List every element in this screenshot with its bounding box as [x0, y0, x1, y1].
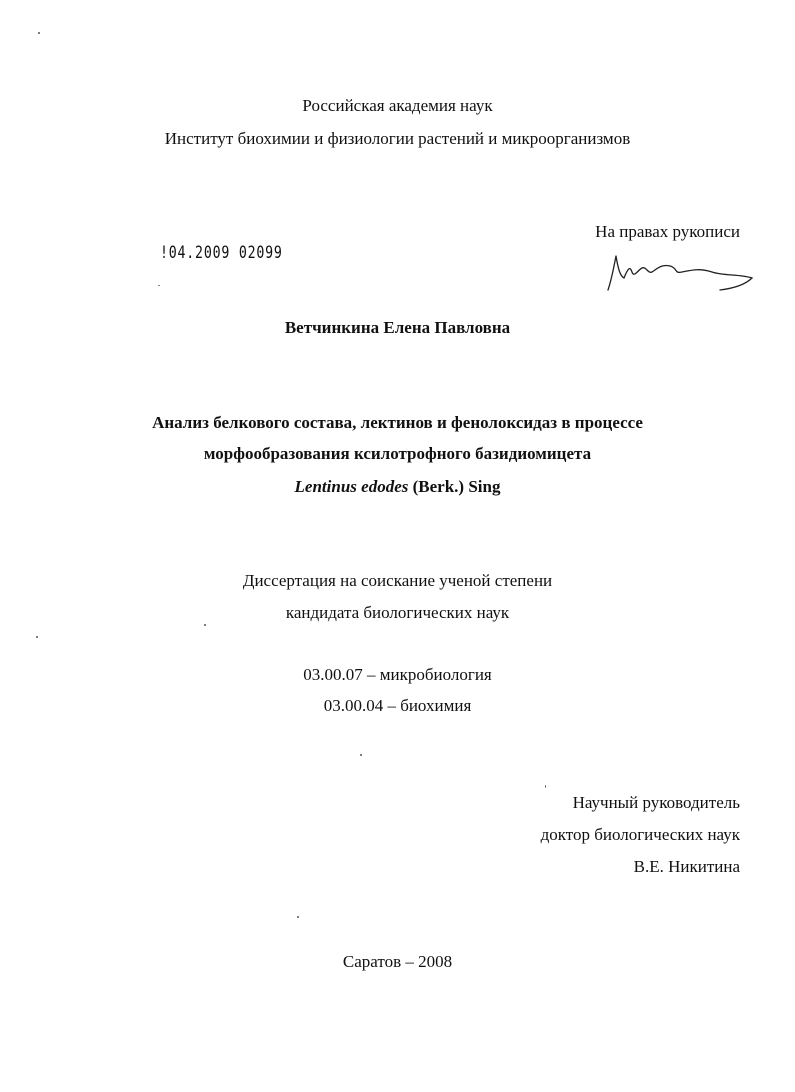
scan-speck	[360, 754, 362, 756]
city-year: Саратов – 2008	[342, 952, 453, 971]
degree-line-2: кандидата биологических наук	[285, 603, 510, 622]
scan-speck	[545, 785, 546, 788]
signature-icon	[600, 248, 760, 298]
registration-stamp: !04.2009 02099	[160, 243, 283, 263]
degree-line-1: Диссертация на соискание ученой степени	[242, 571, 553, 590]
scan-speck	[297, 916, 299, 918]
academy-name: Российская академия наук	[302, 96, 493, 115]
supervisor-degree: доктор биологических наук	[540, 825, 740, 844]
species-name: Lentinus edodes	[294, 477, 409, 496]
supervisor-name: В.Е. Никитина	[633, 857, 740, 876]
rights-notice: На правах рукописи	[595, 222, 740, 241]
title-line-3	[0, 477, 795, 497]
species-author: (Berk.) Sing	[408, 477, 501, 496]
author-name: Ветчинкина Елена Павловна	[284, 318, 511, 337]
scan-speck	[36, 636, 38, 638]
scan-speck	[158, 285, 160, 286]
title-line-1: Анализ белкового состава, лектинов и фенолоксидаз в процессе	[152, 413, 643, 432]
supervisor-label: Научный руководитель	[572, 793, 740, 812]
scan-speck	[204, 624, 206, 626]
specialty-2: 03.00.04 – биохимия	[323, 696, 472, 715]
institute-name: Институт биохимии и физиологии растений и микроорганизмов	[164, 129, 631, 148]
title-line-2: морфообразования ксилотрофного базидиомицета	[203, 444, 592, 463]
specialty-1: 03.00.07 – микробиология	[303, 665, 492, 684]
scan-speck	[38, 32, 40, 34]
